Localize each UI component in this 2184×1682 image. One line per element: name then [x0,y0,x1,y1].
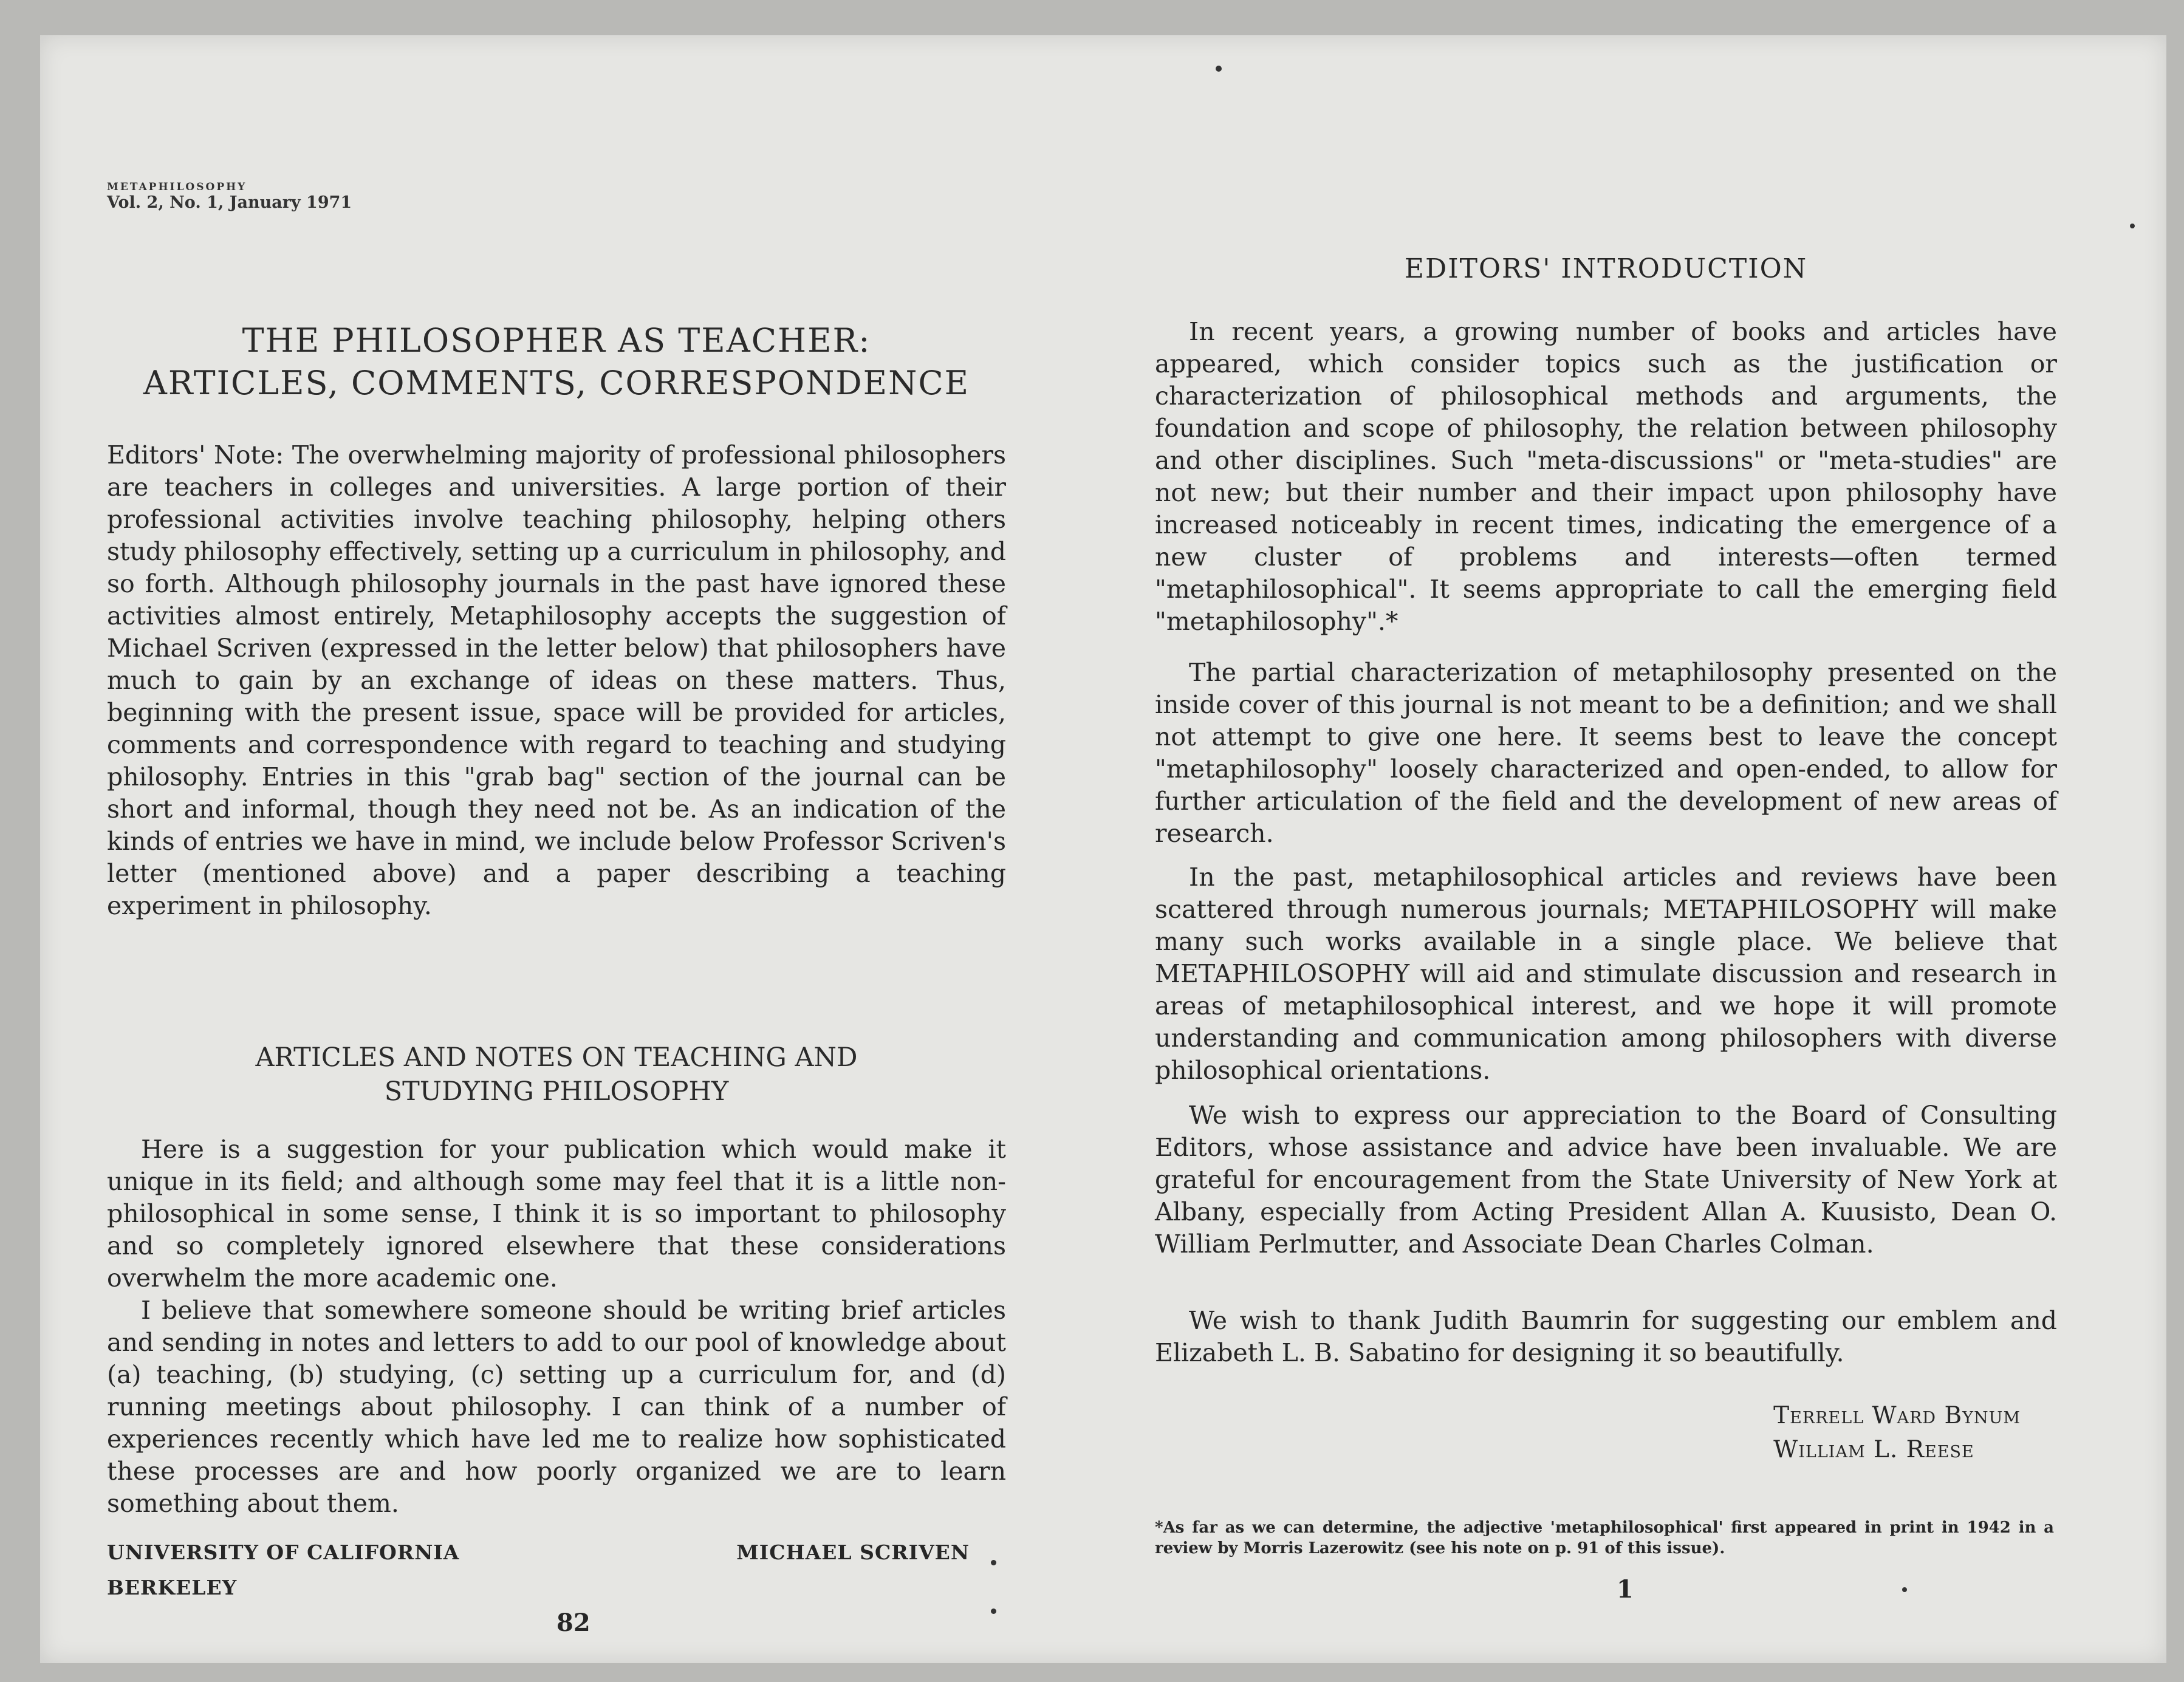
section-title-line1: ARTICLES AND NOTES ON TEACHING AND [255,1042,858,1073]
letter-paragraph-2: I believe that somewhere someone should be writing brief articles and sending in notes and letters to add to our pool of knowledge about (a) teaching, (b) studying, (c) setting up a curriculum for, and (d) running meetings about philosophy. I can think of a number of experiences recently which have led me to realize how sophisticated these processes are and how poorly organized we are to learn something about them. [107,1296,1006,1518]
intro-paragraph-4: We wish to express our appreciation to the Board of Consulting Editors, whose assistance and advice have been invaluable. We are grateful for encouragement from the State University of New York at Albany, especially from Acting President Allan A. Kuusisto, Dean O. William Perlmutter, and Associate Dean Charles Colman. [1155,1101,2057,1259]
right-page-number: 1 [1617,1575,1634,1604]
scanned-sheet [40,35,2166,1663]
journal-issue: Vol. 2, No. 1, January 1971 [107,193,352,213]
signer-bynum: Terrell Ward Bynum [1773,1402,2021,1429]
intro-heading: EDITORS' INTRODUCTION [1404,253,1808,284]
letter-paragraph-1: Here is a suggestion for your publication which would make it unique in its field; and although some may feel that it is a little non-philosophical in some sense, I think it is so important to philosophy and so completely ignored elsewhere that these considerations overwhelm the more academic one. [107,1135,1006,1293]
intro-paragraph-3: In the past, metaphilosophical articles and reviews have been scattered through numerous journals; METAPHILOSOPHY will make many such works available in a single place. We believe that METAPHILOSOPHY will aid and stimulate discussion and research in areas of metaphilosophical interest, and we hope it will promote understanding and communication among philosophers with diverse philosophical orientations. [1155,863,2057,1085]
scan-speck [1216,66,1222,72]
scan-speck [991,1608,996,1614]
footnote: *As far as we can determine, the adjective 'metaphilosophical' first appeared in print in 1942 in a review by Morris Lazerowitz (see his note on p. 91 of this issue). [1155,1519,2054,1557]
letter-author: MICHAEL SCRIVEN [736,1540,970,1564]
author-city: BERKELEY [107,1576,238,1599]
section-title [107,1041,1006,1109]
article-title [107,320,1006,405]
section-title-line2: STUDYING PHILOSOPHY [384,1076,729,1107]
intro-paragraph-5: We wish to thank Judith Baumrin for suggesting our emblem and Elizabeth L. B. Sabatino for designing it so beautifully. [1155,1306,2057,1367]
left-page-number: 82 [556,1608,591,1637]
article-title-line1: THE PHILOSOPHER AS TEACHER: [242,321,871,360]
author-affiliation: UNIVERSITY OF CALIFORNIA [107,1540,460,1564]
scan-speck [991,1560,996,1565]
journal-header [107,181,352,213]
scan-speck [1902,1587,1907,1592]
editors-note: Editors' Note: The overwhelming majority of professional philosophers are teachers in colleges and universities. A large portion of their professional activities involve teaching philosophy, helping others study philosophy effectively, setting up a curriculum in philosophy, and so forth. Although philosophy journals in the past have ignored these activities almost entirely, Metaphilosophy accepts the suggestion of Michael Scriven (expressed in the letter below) that philosophers have much to gain by an exchange of ideas on these matters. Thus, beginning with the present issue, space will be provided for articles, comments and correspondence with regard to teaching and studying philosophy. Entries in this "grab bag" section of the journal can be short and informal, though they need not be. As an indication of the kinds of entries we have in mind, we include below Professor Scriven's letter (mentioned above) and a paper describing a teaching experiment in philosophy. [107,440,1006,920]
scan-speck [2130,224,2135,228]
editors-signature [1773,1399,2021,1467]
intro-paragraph-2: The partial characterization of metaphilosophy presented on the inside cover of this journal is not meant to be a definition; and we shall not attempt to give one here. It seems best to leave the concept "metaphilosophy" loosely characterized and open-ended, to allow for further articulation of the field and the development of new areas of research. [1155,658,2057,848]
intro-paragraph-1: In recent years, a growing number of books and articles have appeared, which consider topics such as the justification or characterization of philosophical methods and arguments, the foundation and scope of philosophy, the relation between philosophy and other disciplines. Such "meta-discussions" or "meta-studies" are not new; but their number and their impact upon philosophy have increased noticeably in recent times, indicating the emergence of a new cluster of problems and interests—often termed "metaphilosophical". It seems appropriate to call the emerging field "metaphilosophy".* [1155,317,2057,636]
article-title-line2: ARTICLES, COMMENTS, CORRESPONDENCE [143,364,970,402]
journal-name: METAPHILOSOPHY [107,181,247,193]
signer-reese: William L. Reese [1773,1436,1974,1463]
